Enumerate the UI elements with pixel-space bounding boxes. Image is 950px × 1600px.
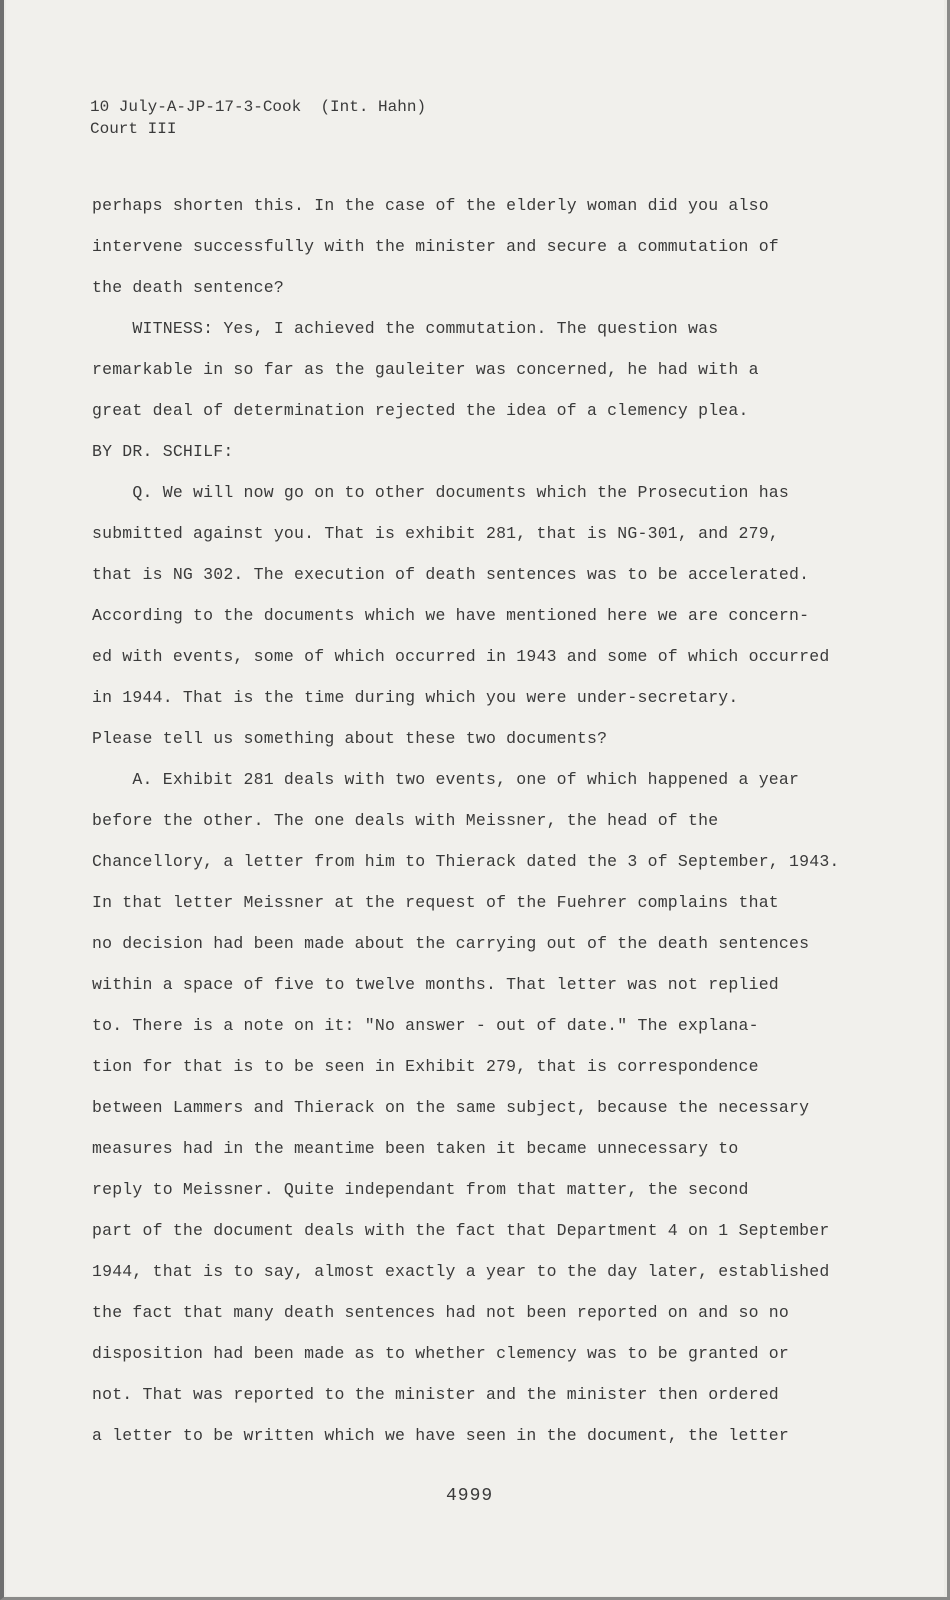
transcript-line: BY DR. SCHILF:	[92, 442, 234, 461]
transcript-line: perhaps shorten this. In the case of the elderly woman did you also	[92, 196, 769, 215]
transcript-line: within a space of five to twelve months. That letter was not replied	[92, 975, 779, 994]
transcript-line: 1944, that is to say, almost exactly a year to the day later, established	[92, 1262, 830, 1281]
transcript-line: WITNESS: Yes, I achieved the commutation. The question was	[92, 319, 719, 338]
transcript-line: no decision had been made about the carrying out of the death sentences	[92, 934, 810, 953]
transcript-line: According to the documents which we have mentioned here we are concern-	[92, 606, 810, 625]
transcript-line: ed with events, some of which occurred in 1943 and some of which occurred	[92, 647, 830, 666]
transcript-line: In that letter Meissner at the request of the Fuehrer complains that	[92, 893, 779, 912]
transcript-line: remarkable in so far as the gauleiter was concerned, he had with a	[92, 360, 759, 379]
transcript-line: before the other. The one deals with Meissner, the head of the	[92, 811, 719, 830]
transcript-line: a letter to be written which we have seen in the document, the letter	[92, 1426, 790, 1445]
transcript-line: not. That was reported to the minister and the minister then ordered	[92, 1385, 779, 1404]
transcript-line: the fact that many death sentences had not been reported on and so no	[92, 1303, 790, 1322]
page-number: 4999	[446, 1486, 494, 1506]
header-court-line: Court III	[90, 120, 177, 138]
transcript-line: to. There is a note on it: "No answer - out of date." The explana-	[92, 1016, 759, 1035]
transcript-line: measures had in the meantime been taken it became unnecessary to	[92, 1139, 739, 1158]
transcript-line: the death sentence?	[92, 278, 284, 297]
transcript-line: between Lammers and Thierack on the same subject, because the necessary	[92, 1098, 810, 1117]
transcript-line: disposition had been made as to whether clemency was to be granted or	[92, 1344, 790, 1363]
document-page	[6, 0, 944, 1596]
transcript-line: intervene successfully with the minister and secure a commutation of	[92, 237, 779, 256]
transcript-line: great deal of determination rejected the idea of a clemency plea.	[92, 401, 749, 420]
transcript-line: submitted against you. That is exhibit 281, that is NG-301, and 279,	[92, 524, 779, 543]
transcript-line: tion for that is to be seen in Exhibit 279, that is correspondence	[92, 1057, 759, 1076]
transcript-line: in 1944. That is the time during which you were under-secretary.	[92, 688, 739, 707]
transcript-line: that is NG 302. The execution of death sentences was to be accelerated.	[92, 565, 810, 584]
transcript-line: Chancellory, a letter from him to Thierack dated the 3 of September, 1943.	[92, 852, 840, 871]
transcript-line: part of the document deals with the fact that Department 4 on 1 September	[92, 1221, 830, 1240]
transcript-line: Q. We will now go on to other documents which the Prosecution has	[92, 483, 790, 502]
transcript-line: reply to Meissner. Quite independant from that matter, the second	[92, 1180, 749, 1199]
transcript-line: A. Exhibit 281 deals with two events, one of which happened a year	[92, 770, 800, 789]
header-session-line: 10 July-A-JP-17-3-Cook (Int. Hahn)	[90, 98, 427, 116]
transcript-line: Please tell us something about these two documents?	[92, 729, 608, 748]
document-header	[90, 96, 426, 140]
